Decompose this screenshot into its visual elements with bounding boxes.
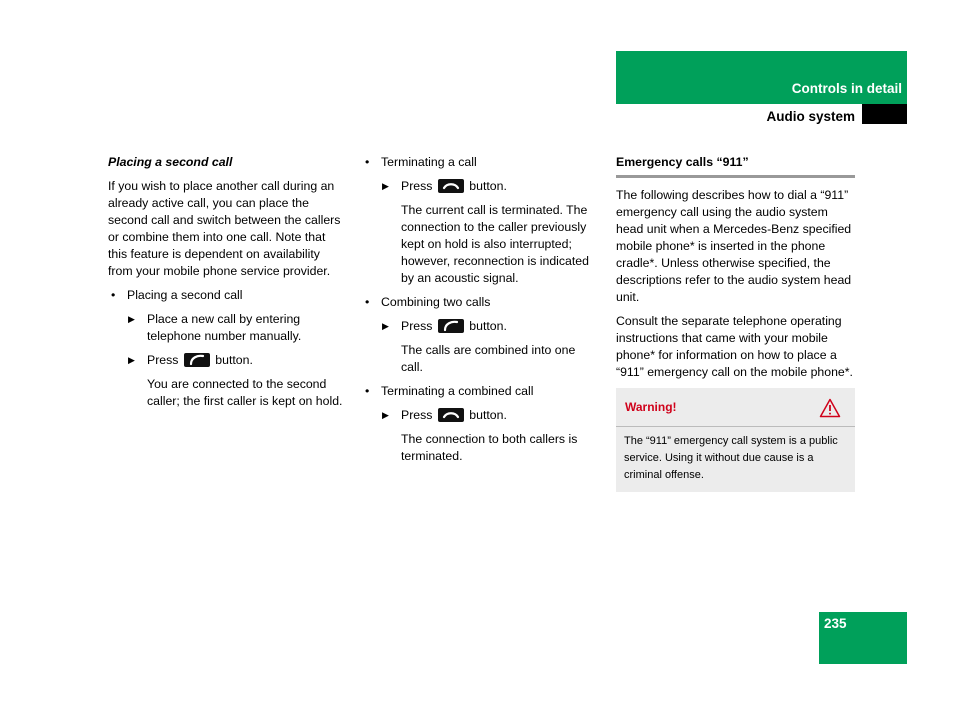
step-result: The calls are combined into one call. — [401, 343, 576, 374]
subheading-second-call: Placing a second call — [108, 155, 233, 169]
emergency-paragraph: The following describes how to dial a “911” emergency call using the audio system head unit when a Mercedes-Benz specified mobile phone* is inserted in the phone cradle*. Unless otherwise specified, the descriptions refer to the audio system head unit. — [616, 188, 852, 304]
bullet-text: Terminating a call — [381, 155, 477, 169]
step-result: The current call is terminated. The connection to the caller previously kept on hold is also interrupted; however, reconnection is indicated by an acoustic signal. — [401, 203, 589, 285]
step-text-post: button. — [215, 353, 253, 367]
step-item — [362, 407, 600, 424]
column-right — [616, 154, 855, 492]
bullet-item — [362, 154, 600, 171]
bullet-text: Combining two calls — [381, 295, 491, 309]
step-text-post: button. — [469, 408, 507, 422]
bullet-text: Terminating a combined call — [381, 384, 534, 398]
step-text-pre: Press — [401, 179, 433, 193]
warning-triangle-icon — [819, 398, 841, 423]
section-title: Audio system — [766, 109, 855, 124]
bullet-icon: • — [365, 295, 370, 309]
step-text-pre: Press — [147, 353, 179, 367]
column-middle — [362, 154, 600, 472]
page-number: 235 — [824, 616, 847, 631]
chapter-title: Controls in detail — [791, 81, 902, 96]
step-text-post: button. — [469, 319, 507, 333]
emergency-paragraph: Consult the separate telephone operating instructions that came with your mobile phone* for information on how to place a “911” emergency call on the mobile phone*. — [616, 314, 853, 379]
emergency-heading: Emergency calls “911” — [616, 154, 855, 178]
intro-paragraph: If you wish to place another call during an already active call, you can place the second call and switch between the callers or combine them into one call. Note that this feature is dependent on availability from your mobile phone service provider. — [108, 179, 341, 278]
step-result: The connection to both callers is terminated. — [401, 432, 578, 463]
phone-send-icon — [438, 319, 464, 333]
bullet-item — [108, 287, 346, 304]
warning-box — [616, 388, 855, 492]
arrow-icon: ▶ — [382, 181, 389, 191]
bullet-icon: • — [365, 384, 370, 398]
step-text: Place a new call by entering telephone number manually. — [147, 312, 302, 343]
arrow-icon: ▶ — [128, 355, 135, 365]
arrow-icon: ▶ — [382, 410, 389, 420]
arrow-icon: ▶ — [128, 314, 135, 324]
phone-end-icon — [438, 179, 464, 193]
column-left — [108, 154, 346, 417]
step-text-post: button. — [469, 179, 507, 193]
step-result: You are connected to the second caller; the first caller is kept on hold. — [147, 377, 343, 408]
warning-header — [616, 388, 855, 427]
step-text-pre: Press — [401, 408, 433, 422]
step-item — [108, 311, 346, 345]
bullet-icon: • — [365, 155, 370, 169]
warning-text: The “911” emergency call system is a public service. Using it without due cause is a criminal offense. — [624, 435, 838, 481]
bullet-icon: • — [111, 288, 116, 302]
bullet-item — [362, 383, 600, 400]
arrow-icon: ▶ — [382, 321, 389, 331]
header-bar — [616, 51, 907, 104]
phone-end-icon — [438, 408, 464, 422]
phone-send-icon — [184, 353, 210, 367]
bullet-text: Placing a second call — [127, 288, 243, 302]
warning-label: Warning! — [625, 400, 677, 414]
step-item — [362, 318, 600, 335]
section-marker — [862, 104, 907, 124]
step-text-pre: Press — [401, 319, 433, 333]
bullet-item — [362, 294, 600, 311]
step-item — [362, 178, 600, 195]
step-item — [108, 352, 346, 369]
